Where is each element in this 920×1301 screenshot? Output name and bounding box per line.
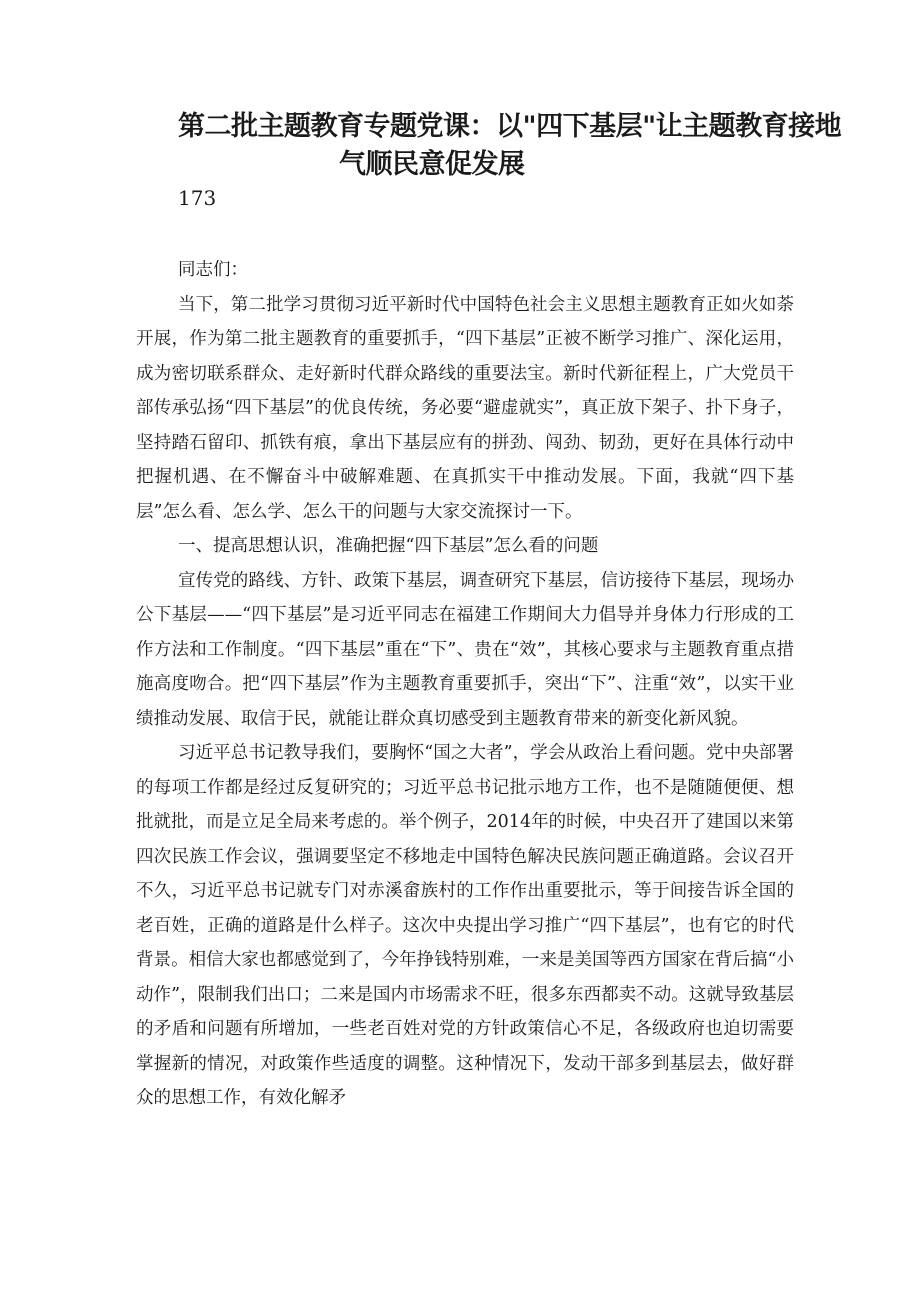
document-body <box>136 253 794 1116</box>
section-heading: 一、提高思想认识，准确把握“四下基层”怎么看的问题 <box>178 536 599 556</box>
body-paragraph: 宣传党的路线、方针、政策下基层，调查研究下基层，信访接待下基层，现场办公下基层——“四下基层”是习近平同志在福建工作期间大力倡导并身体力行形成的工作方法和工作制度。“四下基层”重在“下”、贵在“效”，其核心要求与主题教育重点措施高度吻合。把“四下基层”作为主题教育重要抓手，突出“下”、注重“效”，以实干业绩推动发展、取信于民，就能让群众真切感受到主题教育带来的新变化新风貌。 <box>136 570 794 729</box>
document-title-line-1: 第二批主题教育专题党课：以"四下基层"让主题教育接地 <box>178 111 842 142</box>
body-paragraph: 当下，第二批学习贯彻习近平新时代中国特色社会主义思想主题教育正如火如荼开展，作为第二批主题教育的重要抓手，“四下基层”正被不断学习推广、深化运用，成为密切联系群众、走好新时代群众路线的重要法宝。新时代新征程上，广大党员干部传承弘扬“四下基层”的优良传统，务必要“避虚就实”，真正放下架子、扑下身子，坚持踏石留印、抓铁有痕，拿出下基层应有的拼劲、闯劲、韧劲，更好在具体行动中把握机遇、在不懈奋斗中破解难题、在真抓实干中推动发展。下面，我就“四下基层”怎么看、怎么学、怎么干的问题与大家交流探讨一下。 <box>136 294 794 522</box>
document-title-line-2: 气顺民意促发展 <box>339 149 525 180</box>
body-paragraph: 习近平总书记教导我们，要胸怀“国之大者”，学会从政治上看问题。党中央部署的每项工作都是经过反复研究的；习近平总书记批示地方工作，也不是随随便便、想批就批，而是立足全局来考虑的。举个例子，2014年的时候，中央召开了建国以来第四次民族工作会议，强调要坚定不移地走中国特色解决民族问题正确道路。会议召开不久，习近平总书记就专门对赤溪畲族村的工作作出重要批示，等于间接告诉全国的老百姓，正确的道路是什么样子。这次中央提出学习推广“四下基层”，也有它的时代背景。相信大家也都感觉到了，今年挣钱特别难，一来是美国等西方国家在背后搞“小动作”，限制我们出口；二来是国内市场需求不旺，很多东西都卖不动。这就导致基层的矛盾和问题有所增加，一些老百姓对党的方针政策信心不足，各级政府也迫切需要掌握新的情况，对政策作些适度的调整。这种情况下，发动干部多到基层去，做好群众的思想工作，有效化解矛 <box>136 743 794 1108</box>
salutation: 同志们： <box>178 260 248 280</box>
document-number: 173 <box>178 186 217 210</box>
document-title <box>178 108 842 184</box>
